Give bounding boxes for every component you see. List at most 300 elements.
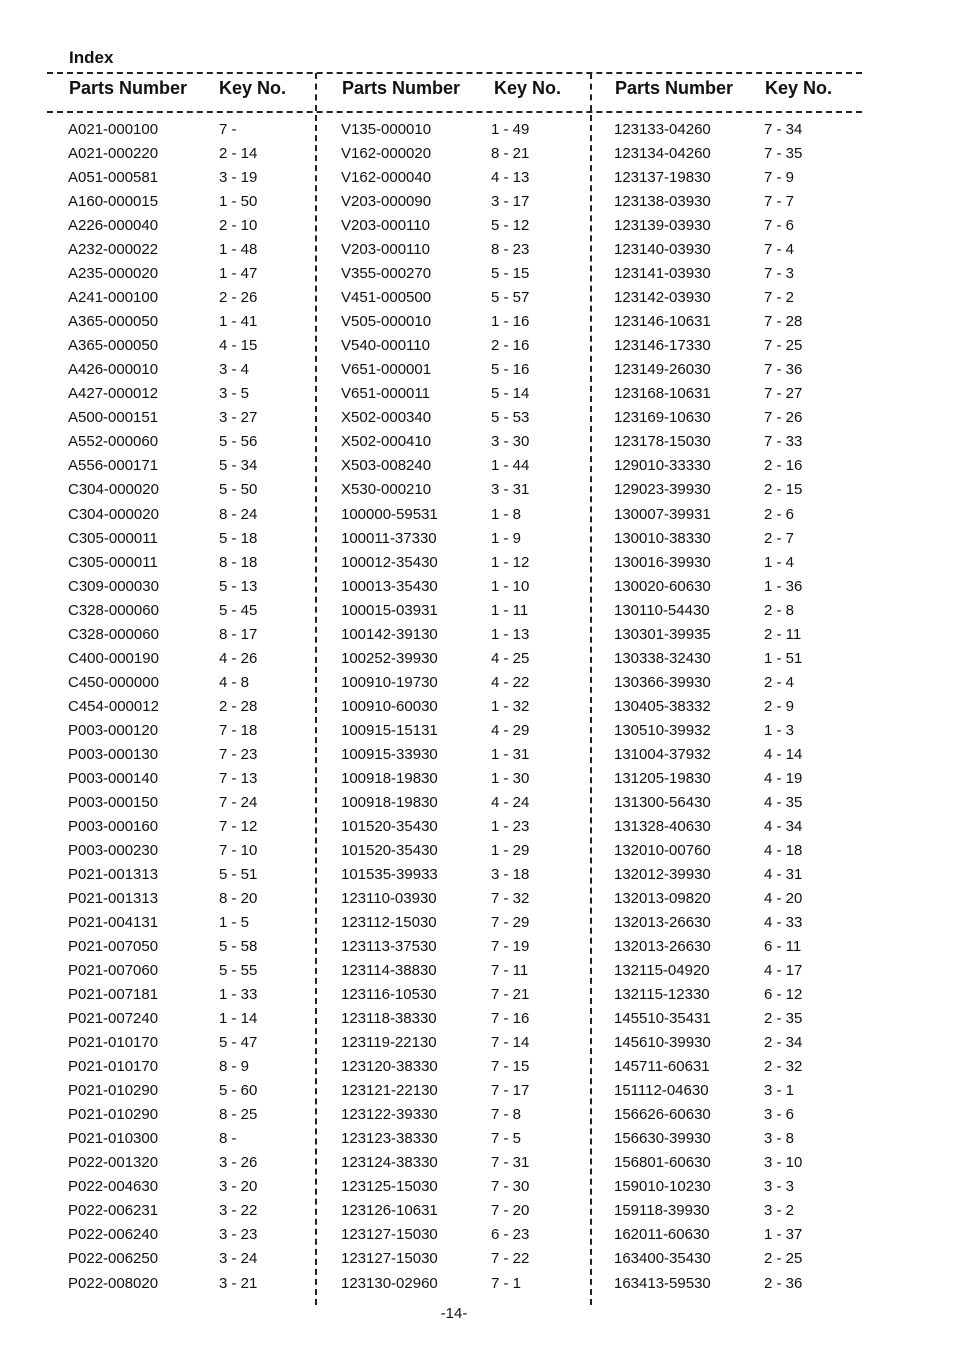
- parts-number: A160-000015: [68, 193, 159, 211]
- parts-number: 132013-26630: [614, 938, 711, 956]
- key-number: 7 - 5: [491, 1130, 522, 1148]
- key-number: 4 - 33: [764, 914, 803, 932]
- table-row: [341, 529, 581, 553]
- key-number: 1 - 44: [491, 457, 530, 475]
- table-row: [614, 120, 854, 144]
- parts-number: 100915-33930: [341, 745, 438, 763]
- parts-number: 131004-37932: [614, 745, 711, 763]
- key-number: 3 - 10: [764, 1154, 803, 1172]
- key-number: 7 - 7: [764, 193, 795, 211]
- parts-number: 132010-00760: [614, 841, 711, 859]
- table-row: [614, 1225, 854, 1249]
- table-row: [341, 192, 581, 216]
- table-row: [614, 697, 854, 721]
- table-row: [614, 673, 854, 697]
- parts-number: 101520-35430: [341, 841, 438, 859]
- parts-number: 100252-39930: [341, 649, 438, 667]
- parts-number: 130110-54430: [614, 601, 710, 619]
- table-row: [341, 1225, 581, 1249]
- parts-number: P021-010300: [68, 1130, 159, 1148]
- table-row: [341, 505, 581, 529]
- table-row: [614, 1274, 854, 1298]
- header-bottom-divider: [47, 111, 862, 113]
- parts-number: 123112-15030: [341, 914, 437, 932]
- parts-number: A500-000151: [68, 409, 159, 427]
- parts-number: 123127-15030: [341, 1226, 438, 1244]
- parts-number: P021-004131: [68, 914, 159, 932]
- parts-number: 123168-10631: [614, 385, 711, 403]
- table-row: [614, 168, 854, 192]
- parts-number: P022-006231: [68, 1202, 159, 1220]
- parts-number: V651-000001: [341, 361, 432, 379]
- key-number: 1 - 49: [491, 121, 530, 138]
- table-row: [68, 1105, 308, 1129]
- parts-number: A426-000010: [68, 361, 159, 379]
- header-parts-number-3: Parts Number: [615, 78, 734, 98]
- key-number: 1 - 41: [219, 313, 258, 331]
- parts-number: 100910-60030: [341, 697, 438, 715]
- table-row: [341, 1153, 581, 1177]
- table-row: [614, 456, 854, 480]
- table-row: [341, 384, 581, 408]
- key-number: 2 - 16: [491, 337, 530, 355]
- parts-number: V540-000110: [341, 337, 430, 355]
- table-row: [614, 529, 854, 553]
- key-number: 6 - 12: [764, 986, 803, 1004]
- table-row: [614, 1153, 854, 1177]
- table-row: [614, 360, 854, 384]
- parts-number: 132012-39930: [614, 865, 711, 883]
- key-number: 4 - 8: [219, 673, 250, 691]
- key-number: 7 - 22: [491, 1250, 530, 1268]
- table-row: [614, 721, 854, 745]
- table-row: [341, 456, 581, 480]
- key-number: 8 - 18: [219, 553, 258, 571]
- index-column-3: [614, 120, 854, 1298]
- table-row: [68, 1033, 308, 1057]
- table-row: [68, 1129, 308, 1153]
- key-number: 2 - 35: [764, 1010, 803, 1028]
- parts-number: C400-000190: [68, 649, 159, 667]
- table-row: [341, 1009, 581, 1033]
- index-column-1: [68, 120, 308, 1298]
- table-row: [68, 697, 308, 721]
- parts-number: P003-000160: [68, 817, 159, 835]
- key-number: 2 - 6: [764, 505, 795, 523]
- parts-number: A021-000100: [68, 121, 159, 138]
- key-number: 7 - 24: [219, 793, 258, 811]
- table-row: [68, 1201, 308, 1225]
- key-number: 6 - 23: [491, 1226, 530, 1244]
- key-number: 4 - 13: [491, 169, 530, 187]
- key-number: 4 - 18: [764, 841, 803, 859]
- table-row: [68, 1249, 308, 1273]
- table-row: [341, 432, 581, 456]
- key-number: 2 - 10: [219, 217, 258, 235]
- parts-number: 159118-39930: [614, 1202, 710, 1220]
- parts-number: C309-000030: [68, 577, 159, 595]
- key-number: 1 - 23: [491, 817, 530, 835]
- parts-number: 101520-35430: [341, 817, 438, 835]
- parts-number: C328-000060: [68, 601, 159, 619]
- parts-number: 151112-04630: [614, 1082, 709, 1100]
- key-number: 8 - 25: [219, 1106, 258, 1124]
- table-row: [614, 913, 854, 937]
- table-row: [341, 673, 581, 697]
- table-row: [341, 288, 581, 312]
- key-number: 8 - 17: [219, 625, 258, 643]
- key-number: 2 - 26: [219, 289, 258, 307]
- key-number: 1 - 12: [491, 553, 530, 571]
- table-row: [68, 360, 308, 384]
- parts-number: P022-001320: [68, 1154, 159, 1172]
- key-number: 5 - 14: [491, 385, 530, 403]
- table-row: [614, 625, 854, 649]
- key-number: 7 - 15: [491, 1058, 530, 1076]
- table-row: [614, 817, 854, 841]
- header-parts-number-2: Parts Number: [342, 78, 461, 98]
- table-row: [614, 408, 854, 432]
- table-row: [341, 649, 581, 673]
- table-row: [341, 865, 581, 889]
- table-row: [68, 721, 308, 745]
- table-row: [68, 408, 308, 432]
- page-title: Index: [69, 48, 114, 67]
- parts-number: 123139-03930: [614, 217, 711, 235]
- key-number: 7 - 23: [219, 745, 258, 763]
- parts-number: 123110-03930: [341, 890, 437, 907]
- parts-number: 100142-39130: [341, 625, 438, 643]
- table-row: [68, 120, 308, 144]
- table-row: [614, 961, 854, 985]
- parts-number: 123133-04260: [614, 121, 711, 138]
- key-number: 5 - 51: [219, 865, 258, 883]
- table-row: [68, 817, 308, 841]
- key-number: 1 - 36: [764, 577, 803, 595]
- key-number: 7 - 27: [764, 385, 803, 403]
- table-row: [68, 1081, 308, 1105]
- table-row: [614, 1057, 854, 1081]
- table-row: [68, 793, 308, 817]
- parts-number: 163400-35430: [614, 1250, 711, 1268]
- parts-number: X530-000210: [341, 481, 432, 499]
- parts-number: 100918-19830: [341, 793, 438, 811]
- table-row: [614, 1201, 854, 1225]
- table-row: [68, 745, 308, 769]
- key-number: 7 - 16: [491, 1010, 530, 1028]
- parts-number: 123124-38330: [341, 1154, 438, 1172]
- key-number: 2 - 16: [764, 457, 803, 475]
- parts-number: P022-004630: [68, 1178, 159, 1196]
- table-row: [341, 312, 581, 336]
- table-row: [341, 937, 581, 961]
- key-number: 7 - 29: [491, 914, 530, 932]
- key-number: 2 - 14: [219, 145, 258, 163]
- table-row: [68, 529, 308, 553]
- table-row: [341, 745, 581, 769]
- parts-number: V203-000110: [341, 241, 430, 259]
- table-row: [68, 312, 308, 336]
- table-row: [341, 889, 581, 913]
- table-row: [68, 168, 308, 192]
- key-number: 7 - 31: [491, 1154, 530, 1172]
- table-row: [68, 216, 308, 240]
- key-number: 7 - 2: [764, 289, 795, 307]
- table-row: [341, 1129, 581, 1153]
- key-number: 7 - 17: [491, 1082, 530, 1100]
- parts-number: 123116-10530: [341, 986, 437, 1004]
- key-number: 7 - 12: [219, 817, 258, 835]
- key-number: 1 - 10: [491, 577, 530, 595]
- key-number: 8 -: [219, 1130, 237, 1148]
- parts-number: 145711-60631: [614, 1058, 710, 1076]
- key-number: 1 - 48: [219, 241, 258, 259]
- parts-number: P021-010170: [68, 1058, 159, 1076]
- table-row: [341, 168, 581, 192]
- key-number: 4 - 31: [764, 865, 803, 883]
- key-number: 5 - 18: [219, 529, 258, 547]
- key-number: 5 - 56: [219, 433, 258, 451]
- parts-number: 123130-02960: [341, 1274, 438, 1292]
- table-row: [614, 432, 854, 456]
- table-row: [341, 1274, 581, 1298]
- key-number: 1 - 29: [491, 841, 530, 859]
- table-row: [68, 649, 308, 673]
- table-row: [614, 745, 854, 769]
- key-number: 4 - 24: [491, 793, 530, 811]
- parts-number: 123140-03930: [614, 241, 711, 259]
- table-row: [341, 697, 581, 721]
- parts-number: P003-000230: [68, 841, 159, 859]
- parts-number: C328-000060: [68, 625, 159, 643]
- parts-number: 100918-19830: [341, 769, 438, 787]
- key-number: 4 - 17: [764, 962, 803, 980]
- table-row: [614, 793, 854, 817]
- parts-number: 130010-38330: [614, 529, 711, 547]
- table-row: [68, 865, 308, 889]
- table-row: [614, 1105, 854, 1129]
- parts-number: P021-010290: [68, 1082, 159, 1100]
- key-number: 8 - 23: [491, 241, 530, 259]
- parts-number: A226-000040: [68, 217, 159, 235]
- key-number: 7 - 25: [764, 337, 803, 355]
- key-number: 7 - 35: [764, 145, 803, 163]
- key-number: 5 - 15: [491, 265, 530, 283]
- key-number: 4 - 34: [764, 817, 803, 835]
- key-number: 7 -: [219, 121, 237, 138]
- parts-number: P021-007050: [68, 938, 159, 956]
- parts-number: P021-001313: [68, 865, 159, 883]
- table-row: [614, 192, 854, 216]
- key-number: 6 - 11: [764, 938, 802, 956]
- table-row: [341, 913, 581, 937]
- table-row: [68, 384, 308, 408]
- key-number: 5 - 12: [491, 217, 530, 235]
- key-number: 3 - 21: [219, 1274, 258, 1292]
- table-row: [341, 360, 581, 384]
- key-number: 8 - 24: [219, 505, 258, 523]
- key-number: 2 - 28: [219, 697, 258, 715]
- table-row: [68, 1057, 308, 1081]
- table-row: [614, 1249, 854, 1273]
- table-row: [341, 817, 581, 841]
- key-number: 3 - 31: [491, 481, 530, 499]
- parts-number: P003-000130: [68, 745, 159, 763]
- parts-number: 123138-03930: [614, 193, 711, 211]
- key-number: 1 - 5: [219, 914, 250, 932]
- table-row: [68, 288, 308, 312]
- parts-number: V505-000010: [341, 313, 432, 331]
- table-row: [68, 240, 308, 264]
- table-row: [68, 480, 308, 504]
- key-number: 5 - 55: [219, 962, 258, 980]
- key-number: 2 - 32: [764, 1058, 803, 1076]
- parts-number: 100012-35430: [341, 553, 438, 571]
- key-number: 2 - 9: [764, 697, 795, 715]
- page-number: -14-: [440, 1305, 468, 1322]
- key-number: 3 - 27: [219, 409, 258, 427]
- parts-number: 132013-26630: [614, 914, 711, 932]
- key-number: 5 - 34: [219, 457, 258, 475]
- table-row: [341, 721, 581, 745]
- table-row: [614, 264, 854, 288]
- table-row: [341, 1177, 581, 1201]
- key-number: 1 - 50: [219, 193, 258, 211]
- table-row: [614, 288, 854, 312]
- table-row: [341, 1105, 581, 1129]
- key-number: 1 - 11: [491, 601, 529, 619]
- table-row: [614, 505, 854, 529]
- table-row: [341, 841, 581, 865]
- table-row: [68, 1225, 308, 1249]
- table-row: [341, 120, 581, 144]
- parts-number: 123146-17330: [614, 337, 711, 355]
- parts-number: 123141-03930: [614, 265, 711, 283]
- parts-number: V451-000500: [341, 289, 432, 307]
- parts-number: A051-000581: [68, 169, 159, 187]
- parts-number: P021-001313: [68, 890, 159, 907]
- parts-number: C450-000000: [68, 673, 159, 691]
- parts-number: 100000-59531: [341, 505, 438, 523]
- table-row: [341, 769, 581, 793]
- parts-number: 130016-39930: [614, 553, 711, 571]
- table-row: [614, 384, 854, 408]
- parts-number: 100910-19730: [341, 673, 438, 691]
- key-number: 3 - 19: [219, 169, 258, 187]
- table-row: [614, 336, 854, 360]
- table-row: [614, 889, 854, 913]
- key-number: 7 - 11: [491, 962, 529, 980]
- table-row: [341, 553, 581, 577]
- key-number: 1 - 13: [491, 625, 530, 643]
- table-row: [68, 432, 308, 456]
- key-number: 7 - 34: [764, 121, 803, 138]
- key-number: 7 - 4: [764, 241, 795, 259]
- parts-number: A235-000020: [68, 265, 159, 283]
- key-number: 1 - 32: [491, 697, 530, 715]
- key-number: 7 - 3: [764, 265, 795, 283]
- header-top-divider: [47, 72, 862, 74]
- table-row: [614, 480, 854, 504]
- table-row: [341, 1201, 581, 1225]
- key-number: 4 - 29: [491, 721, 530, 739]
- table-row: [341, 793, 581, 817]
- key-number: 5 - 16: [491, 361, 530, 379]
- parts-number: C304-000020: [68, 481, 159, 499]
- parts-number: 130510-39932: [614, 721, 711, 739]
- parts-number: 123113-37530: [341, 938, 437, 956]
- parts-number: 130301-39935: [614, 625, 711, 643]
- parts-number: 123134-04260: [614, 145, 711, 163]
- column-divider-1: [315, 115, 317, 1305]
- key-number: 1 - 9: [491, 529, 522, 547]
- parts-number: 145510-35431: [614, 1010, 711, 1028]
- key-number: 3 - 4: [219, 361, 250, 379]
- key-number: 4 - 14: [764, 745, 803, 763]
- table-row: [341, 408, 581, 432]
- table-row: [614, 937, 854, 961]
- key-number: 5 - 53: [491, 409, 530, 427]
- table-row: [614, 216, 854, 240]
- parts-number: 100011-37330: [341, 529, 437, 547]
- table-row: [341, 1249, 581, 1273]
- key-number: 8 - 20: [219, 890, 258, 907]
- key-number: 3 - 8: [764, 1130, 795, 1148]
- parts-number: 131328-40630: [614, 817, 711, 835]
- table-row: [68, 937, 308, 961]
- parts-number: 123178-15030: [614, 433, 711, 451]
- key-number: 7 - 26: [764, 409, 803, 427]
- table-row: [341, 480, 581, 504]
- key-number: 2 - 11: [764, 625, 802, 643]
- parts-number: 132115-04920: [614, 962, 710, 980]
- key-number: 7 - 33: [764, 433, 803, 451]
- parts-number: 132115-12330: [614, 986, 710, 1004]
- parts-number: P021-007181: [68, 986, 159, 1004]
- table-row: [68, 1274, 308, 1298]
- table-row: [68, 1153, 308, 1177]
- parts-number: 131205-19830: [614, 769, 711, 787]
- key-number: 3 - 30: [491, 433, 530, 451]
- header-key-no-2: Key No.: [494, 78, 562, 98]
- key-number: 7 - 18: [219, 721, 258, 739]
- parts-number: C454-000012: [68, 697, 159, 715]
- table-row: [341, 961, 581, 985]
- key-number: 2 - 25: [764, 1250, 803, 1268]
- parts-number: 130405-38332: [614, 697, 711, 715]
- table-row: [341, 264, 581, 288]
- key-number: 1 - 31: [491, 745, 530, 763]
- parts-number: 123125-15030: [341, 1178, 438, 1196]
- parts-number: P003-000120: [68, 721, 159, 739]
- key-number: 7 - 19: [491, 938, 530, 956]
- parts-number: 100015-03931: [341, 601, 438, 619]
- table-row: [68, 505, 308, 529]
- key-number: 4 - 25: [491, 649, 530, 667]
- parts-number: A552-000060: [68, 433, 159, 451]
- key-number: 3 - 6: [764, 1106, 795, 1124]
- key-number: 3 - 20: [219, 1178, 258, 1196]
- table-row: [68, 985, 308, 1009]
- key-number: 8 - 9: [219, 1058, 250, 1076]
- parts-number: 123149-26030: [614, 361, 711, 379]
- key-number: 7 - 6: [764, 217, 795, 235]
- parts-number: V355-000270: [341, 265, 432, 283]
- key-number: 7 - 13: [219, 769, 258, 787]
- key-number: 5 - 47: [219, 1034, 258, 1052]
- key-number: 3 - 2: [764, 1202, 795, 1220]
- key-number: 3 - 18: [491, 865, 530, 883]
